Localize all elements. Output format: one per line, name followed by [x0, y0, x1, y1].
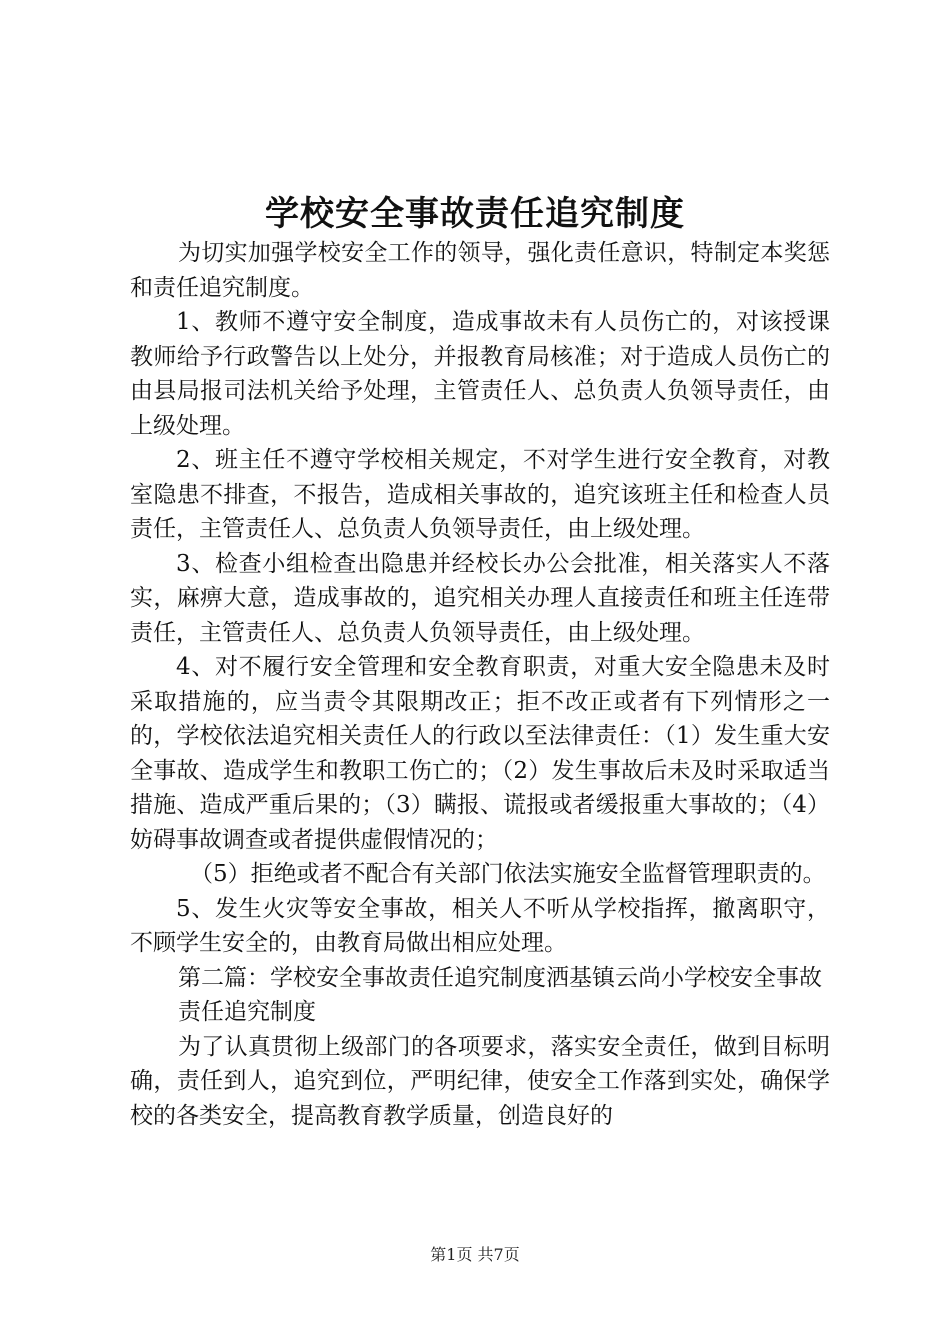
- document-title: 学校安全事故责任追究制度: [265, 194, 685, 234]
- paragraph-item-1: 1、教师不遵守安全制度，造成事故未有人员伤亡的，对该授课教师给予行政警告以上处分，并报教育局核准；对于造成人员伤亡的由县局报司法机关给予处理，主管责任人、总负责人负领导责任，由上级处理。: [130, 309, 830, 439]
- paragraph-item-5: 5、发生火灾等安全事故，相关人不听从学校指挥，撤离职守，不顾学生安全的，由教育局做出相应处理。: [130, 895, 830, 956]
- paragraph-second-part-heading: 第二篇：学校安全事故责任追究制度洒基镇云尚小学校安全事故: [178, 964, 822, 991]
- paragraph-item-2: 2、班主任不遵守学校相关规定，不对学生进行安全教育，对教室隐患不排查，不报告，造成相关事故的，追究该班主任和检查人员责任，主管责任人、总负责人负领导责任，由上级处理。: [130, 447, 830, 542]
- paragraph-second-part-intro: 为了认真贯彻上级部门的各项要求，落实安全责任，做到目标明确，责任到人，追究到位，严明纪律，使安全工作落到实处，确保学校的各类安全，提高教育教学质量，创造良好的: [130, 1033, 830, 1129]
- paragraph-second-part-subheading: 责任追究制度: [178, 999, 316, 1025]
- paragraph-item-3: 3、检查小组检查出隐患并经校长办公会批准，相关落实人不落实，麻痹大意，造成事故的，追究相关办理人直接责任和班主任连带责任，主管责任人、总负责人负领导责任，由上级处理。: [130, 550, 830, 646]
- page-number-footer: 第1页 共7页: [430, 1245, 520, 1264]
- paragraph-item-4-sub-5: （5）拒绝或者不配合有关部门依法实施安全监督管理职责的。: [190, 861, 826, 887]
- paragraph-intro: 为切实加强学校安全工作的领导，强化责任意识，特制定本奖惩和责任追究制度。: [130, 240, 830, 301]
- document-body: [130, 236, 830, 1133]
- paragraph-item-4: 4、对不履行安全管理和安全教育职责，对重大安全隐患未及时采取措施的，应当责令其限期改正；拒不改正或者有下列情形之一的，学校依法追究相关责任人的行政以至法律责任：（1）发生重大安全事故、造成学生和教职工伤亡的；（2）发生事故后未及时采取适当措施、造成严重后果的；（3）瞒报、谎报或者缓报重大事故的；（4）妨碍事故调查或者提供虚假情况的；: [130, 654, 830, 853]
